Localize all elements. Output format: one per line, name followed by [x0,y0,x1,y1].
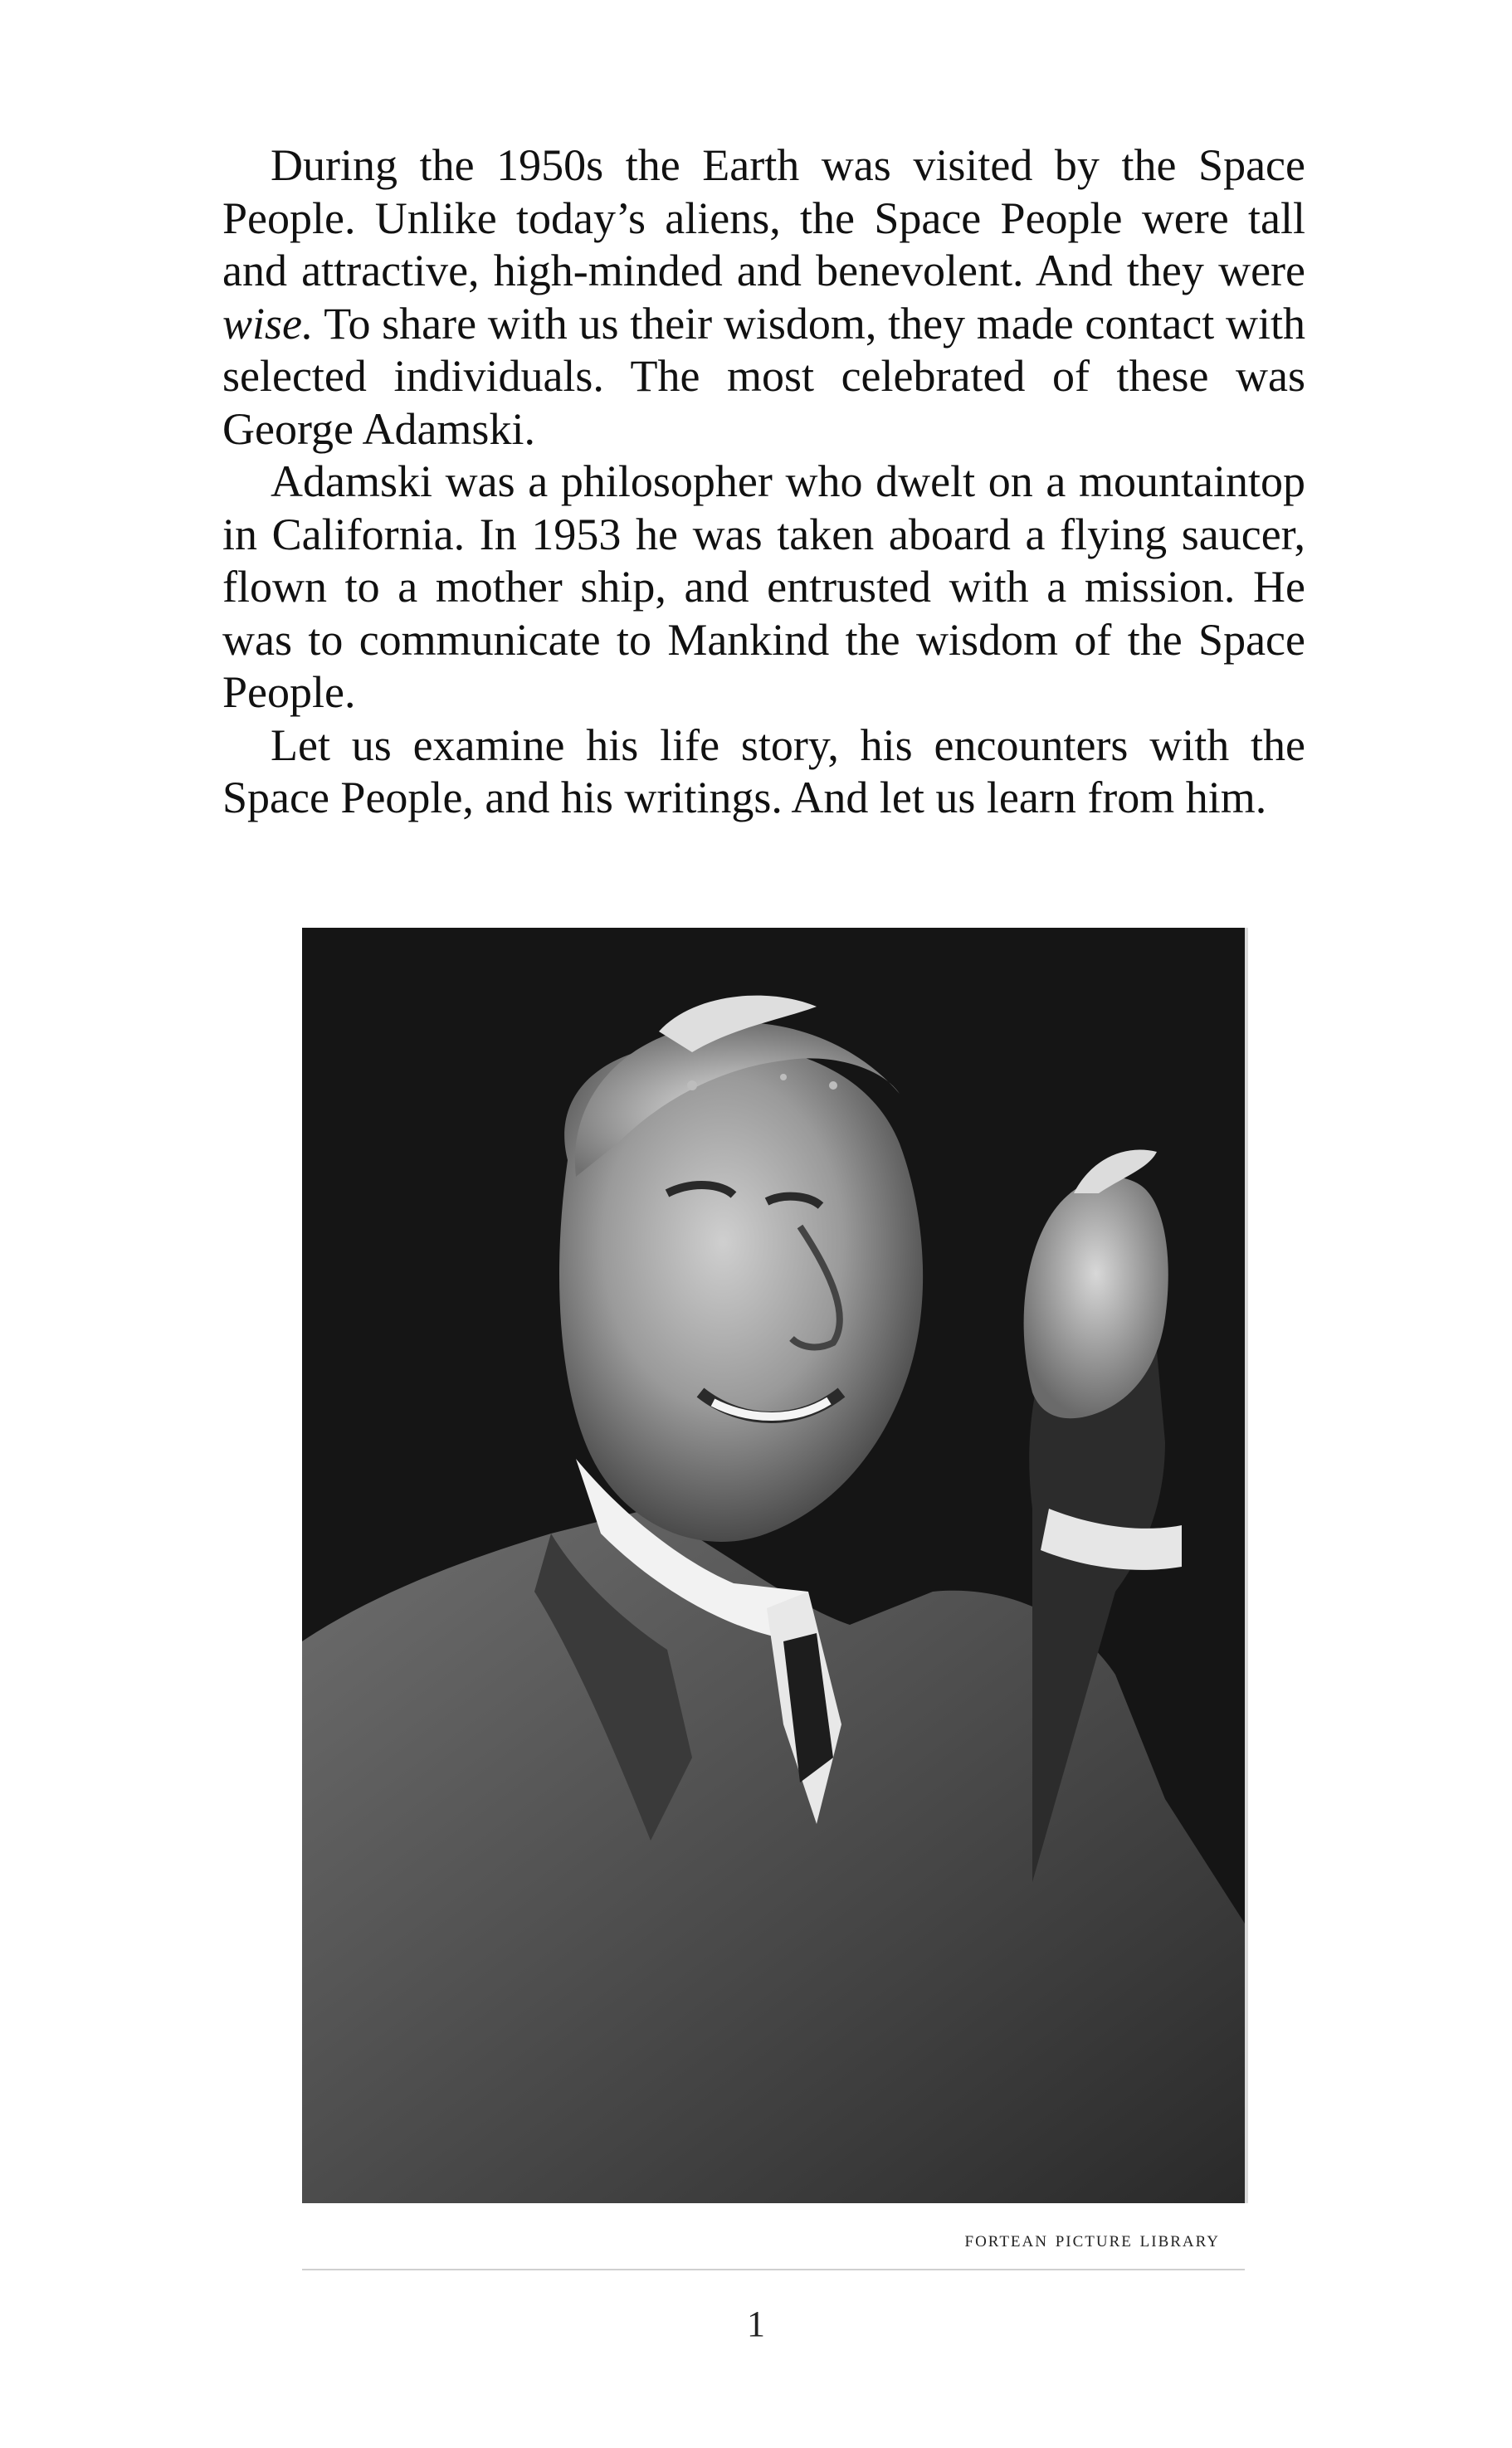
portrait-photo-illustration [302,928,1245,2203]
portrait-photo [302,928,1248,2203]
photo-credit: fortean picture library [964,2226,1220,2251]
page-number: 1 [747,2304,765,2344]
paragraph-1-emphasis: wise. [222,298,314,349]
paragraph-1-text-before: During the 1950s the Earth was visited by the Space People. Unlike today’s aliens, the Space People were tall and attractive, high-minded and benevolent. And they were [222,140,1305,295]
paragraph-1 [222,139,1305,456]
paragraph-2: Adamski was a philosopher who dwelt on a mountaintop in California. In 1953 he was taken aboard a flying saucer, flown to a mother ship, and entrusted with a mission. He was to communicate to Mankind the wisdom of the Space People. [222,456,1305,717]
paragraph-3: Let us examine his life story, his encounters with the Space People, and his writings. And let us learn from him. [222,719,1305,822]
paragraph-1-text-after: To share with us their wisdom, they made contact with selected individuals. The most celebrated of these was George Adamski. [222,298,1305,454]
divider-rule [302,2269,1245,2270]
body-text [222,139,1305,825]
